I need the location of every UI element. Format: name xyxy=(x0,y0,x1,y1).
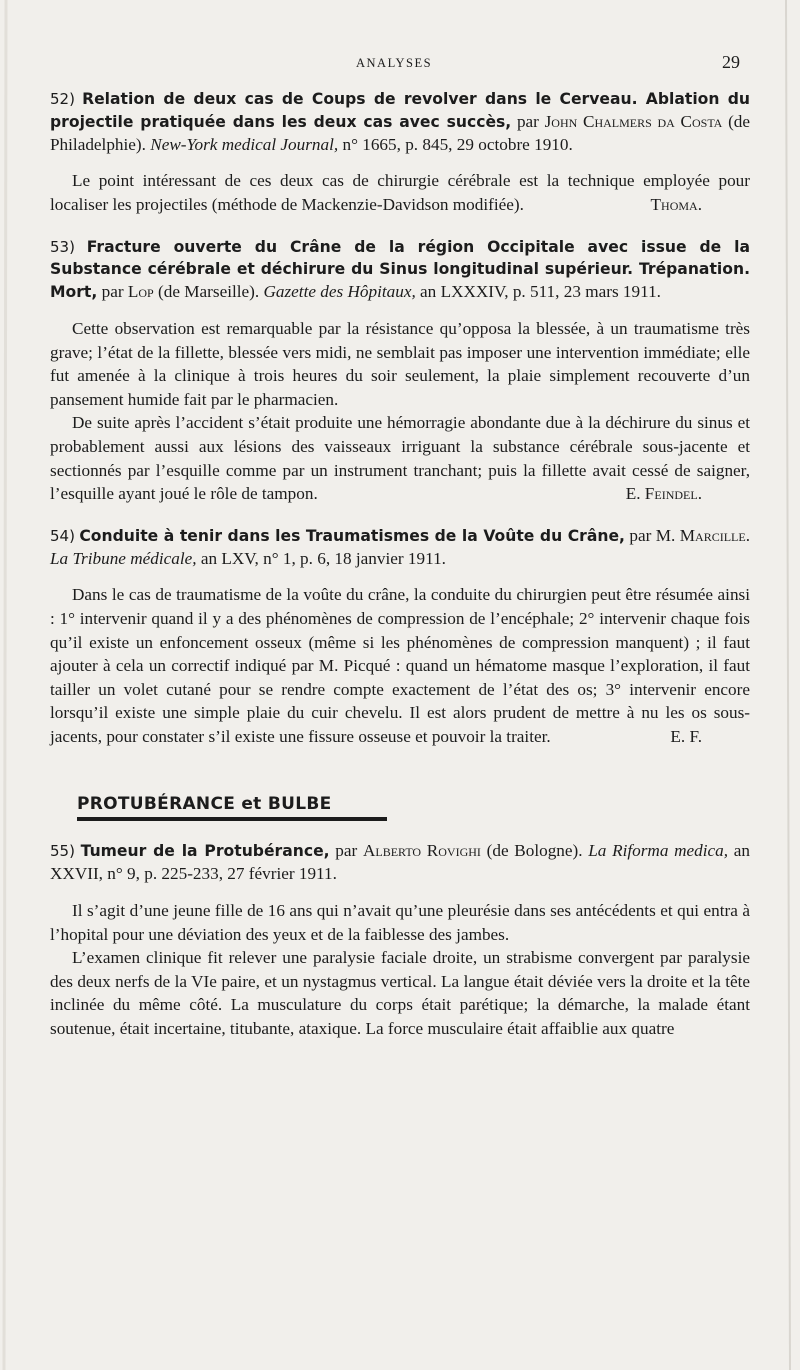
section-heading xyxy=(77,794,387,821)
entry-heading: 53) Fracture ouverte du Crâne de la région Occipitale avec issue de la Substance cérébrale et déchirure du Sinus longitudinal supérieur. Trépanation. Mort, par Lop (de Marseille). Gazette des Hôpitaux, an LXXXIV, p. 511, 23 mars 1911. xyxy=(50,237,751,302)
entry-paragraph: De suite après l’accident s’était produite une hémorragie abondante due à la déchirure du sinus et probablement aussi aux lésions des vaisseaux irriguant la substance cérébrale sous-jacente et sectionnés par l’esquille comme par un instrument tranchant; puis la fillette avait cessé de saigner, l’esquille ayant joué le rôle de tampon. E. Feindel. xyxy=(50,411,750,505)
entry-journal: La Tribune médicale, xyxy=(50,548,197,568)
entry-reference: an LXV, n° 1, p. 6, 18 janvier 1911. xyxy=(200,548,446,568)
entry-signature: Thoma. xyxy=(650,194,702,214)
entry-journal: New-York medical Journal, xyxy=(150,134,339,154)
entry-number: 53) xyxy=(50,237,75,256)
entry-title: Conduite à tenir dans les Traumatismes de la Voûte du Crâne, xyxy=(79,526,625,545)
entry-number: 52) xyxy=(50,90,75,108)
abstract-entry-53 xyxy=(50,236,750,506)
entry-title: Relation de deux cas de Coups de revolver dans le Cerveau. Ablation du projectile pratiquée dans les deux cas avec succès, xyxy=(50,90,751,131)
entry-paragraph: Il s’agit d’une jeune fille de 16 ans qui n’avait qu’une pleurésie dans ses antécédents et qui entra à l’hopital pour une déviation des yeux et de la faiblesse des jambes. xyxy=(50,901,750,944)
running-head xyxy=(0,52,800,76)
entry-origin: (de Marseille). xyxy=(158,282,260,302)
entry-paragraph: Dans le cas de traumatisme de la voûte du crâne, la conduite du chirurgien peut être résumée ainsi : 1° intervenir quand il y a des phénomènes de compression de l’encéphale; 2° intervenir chaque fois qu’il existe un enfoncement osseux (même si les phénomènes de compression manquent) ; il faut ajouter à cela un correctif indiqué par M. Picqué : quand un hématome masque l’exploration, il faut tailler un volet cutané pour se rendre compte exactement de l’état des os; 3° intervenir encore lorsqu’il existe une simple plaie du cuir chevelu. Il est alors prudent de mettre à nu les os sous-jacents, pour constater s’il existe une fissure osseuse et pouvoir la traiter. E. F. xyxy=(50,583,750,748)
running-title: ANALYSES xyxy=(356,56,433,70)
entry-signature: E. Feindel. xyxy=(625,484,702,504)
abstract-entry-55 xyxy=(50,840,750,1040)
entry-reference: an LXXXIV, p. 511, 23 mars 1911. xyxy=(420,282,661,302)
entry-number: 54) xyxy=(50,526,75,545)
entry-paragraph: Cette observation est remarquable par la résistance qu’opposa la blessée, à un traumatisme très grave; l’état de la fillette, blessée vers midi, ne semblait pas imposer une intervention immédiate; elle fut amenée à la clinique à trois heures du soir seulement, la plaie simplement recouverte d’un pansement humide fait par le pharmacien. xyxy=(50,318,750,409)
entry-journal: La Riforma medica, xyxy=(588,841,729,861)
entry-origin: (de Bologne). xyxy=(486,841,583,861)
entry-heading: 52) Relation de deux cas de Coups de revolver dans le Cerveau. Ablation du projectile pratiquée dans les deux cas avec succès, par John Chalmers da Costa (de Philadelphie). New-York medical Journal, n° 1665, p. 845, 29 octobre 1910. xyxy=(50,90,751,154)
entry-title: Fracture ouverte du Crâne de la région Occipitale avec issue de la Substance cérébrale et déchirure du Sinus longitudinal supérieur. Trépanation. Mort, xyxy=(50,237,751,302)
entry-signature: E. F. xyxy=(670,726,702,746)
entry-title: Tumeur de la Protubérance, xyxy=(80,842,330,861)
entry-reference: n° 1665, p. 845, 29 octobre 1910. xyxy=(342,134,573,154)
entry-heading: 55) Tumeur de la Protubérance, par Alberto Rovighi (de Bologne). La Riforma medica, an XXVII, n° 9, p. 225-233, 27 février 1911. xyxy=(50,841,751,884)
page-body xyxy=(50,88,750,1041)
entry-author: M. Marcille. xyxy=(655,525,750,545)
entry-paragraph: Le point intéressant de ces deux cas de chirurgie cérébrale est la technique employée pour localiser les projectiles (méthode de Mackenzie-Davidson modifiée). Thoma. xyxy=(50,169,750,216)
entry-heading: 54) Conduite à tenir dans les Traumatismes de la Voûte du Crâne, par M. Marcille. La Tribune médicale, an LXV, n° 1, p. 6, 18 janvier 1911. xyxy=(50,525,750,568)
entry-journal: Gazette des Hôpitaux, xyxy=(263,282,416,302)
section-title: PROTUBÉRANCE et BULBE xyxy=(77,794,332,815)
abstract-entry-54 xyxy=(50,525,750,749)
entry-number: 55) xyxy=(50,842,75,861)
entry-author: Alberto Rovighi xyxy=(362,841,481,861)
entry-origin: (de Philadelphie). xyxy=(50,111,751,154)
abstract-entry-52 xyxy=(50,88,750,217)
entry-author: John Chalmers da Costa xyxy=(544,111,723,131)
entry-author: Lop xyxy=(127,282,154,302)
entry-reference: an XXVII, n° 9, p. 225-233, 27 février 1911. xyxy=(50,841,751,884)
page-number: 29 xyxy=(722,52,740,72)
entry-paragraph: L’examen clinique fit relever une paralysie faciale droite, un strabisme convergent par paralysie des deux nerfs de la VIe paire, et un nystagmus vertical. La langue était déviée vers la droite et la tête inclinée du même côté. La musculature du corps était parétique; la démarche, la malade étant soutenue, était incertaine, titubante, ataxique. La force musculaire était affaiblie aux quatre xyxy=(50,948,750,1039)
